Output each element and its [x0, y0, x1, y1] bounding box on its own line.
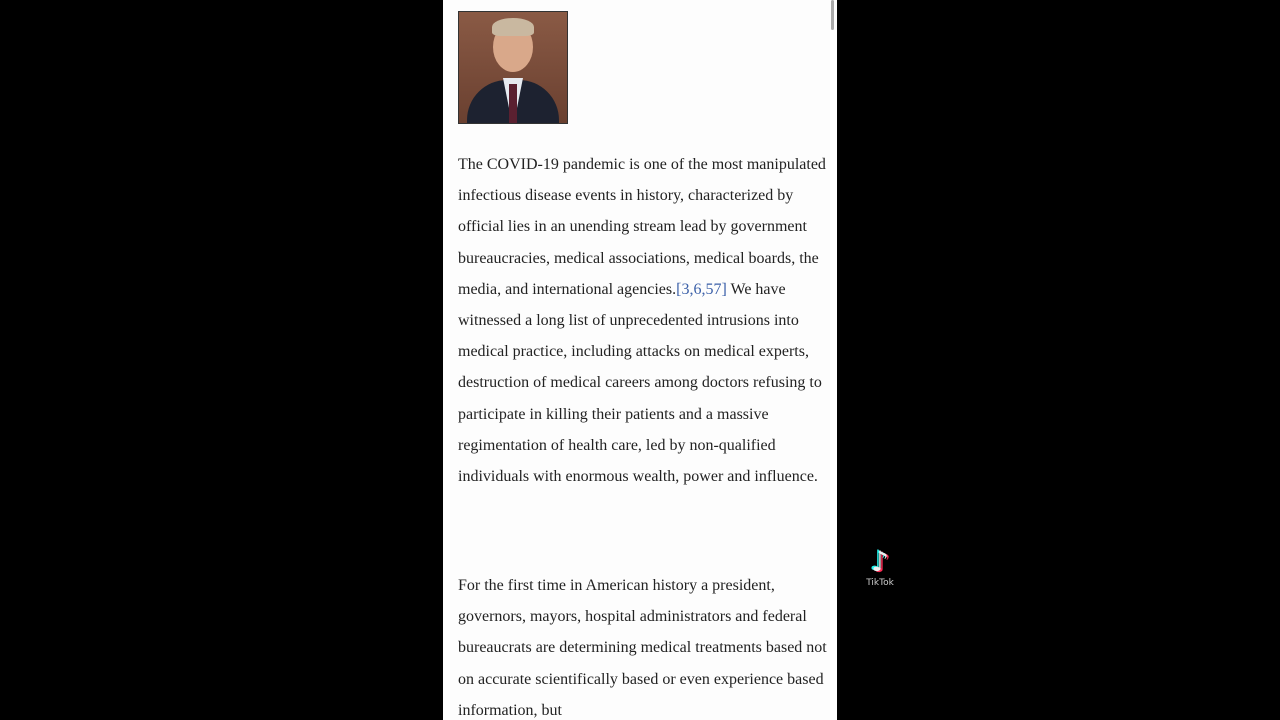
article-paragraph: For the first time in American history a president, governors, mayors, hospital administrators and federal bureaucrats are determining medical treatments based not on accurate scientifically based or even experience based information, but [458, 577, 827, 719]
scrollbar[interactable] [831, 0, 834, 30]
paragraph-text: The COVID-19 pandemic is one of the most manipulated infectious disease events in history, characterized by official lies in an unending stream lead by government bureaucracies, medical associations, medical boards, the media, and international agencies. [458, 156, 826, 298]
author-photo [458, 11, 568, 124]
article-page [443, 0, 837, 720]
article-paragraph [458, 149, 828, 492]
watermark-text: TikTok [866, 578, 894, 588]
paragraph-text: We have witnessed a long list of unprecedented intrusions into medical practice, including attacks on medical experts, destruction of medical careers among doctors refusing to participate in killing their patients and a massive regimentation of health care, led by non-qualified individuals with enormous wealth, power and influence. [458, 280, 822, 486]
tiktok-logo-icon: ♪ [871, 545, 889, 578]
tiktok-watermark [850, 545, 910, 605]
reference-link[interactable]: [3,6,57] [676, 280, 727, 298]
